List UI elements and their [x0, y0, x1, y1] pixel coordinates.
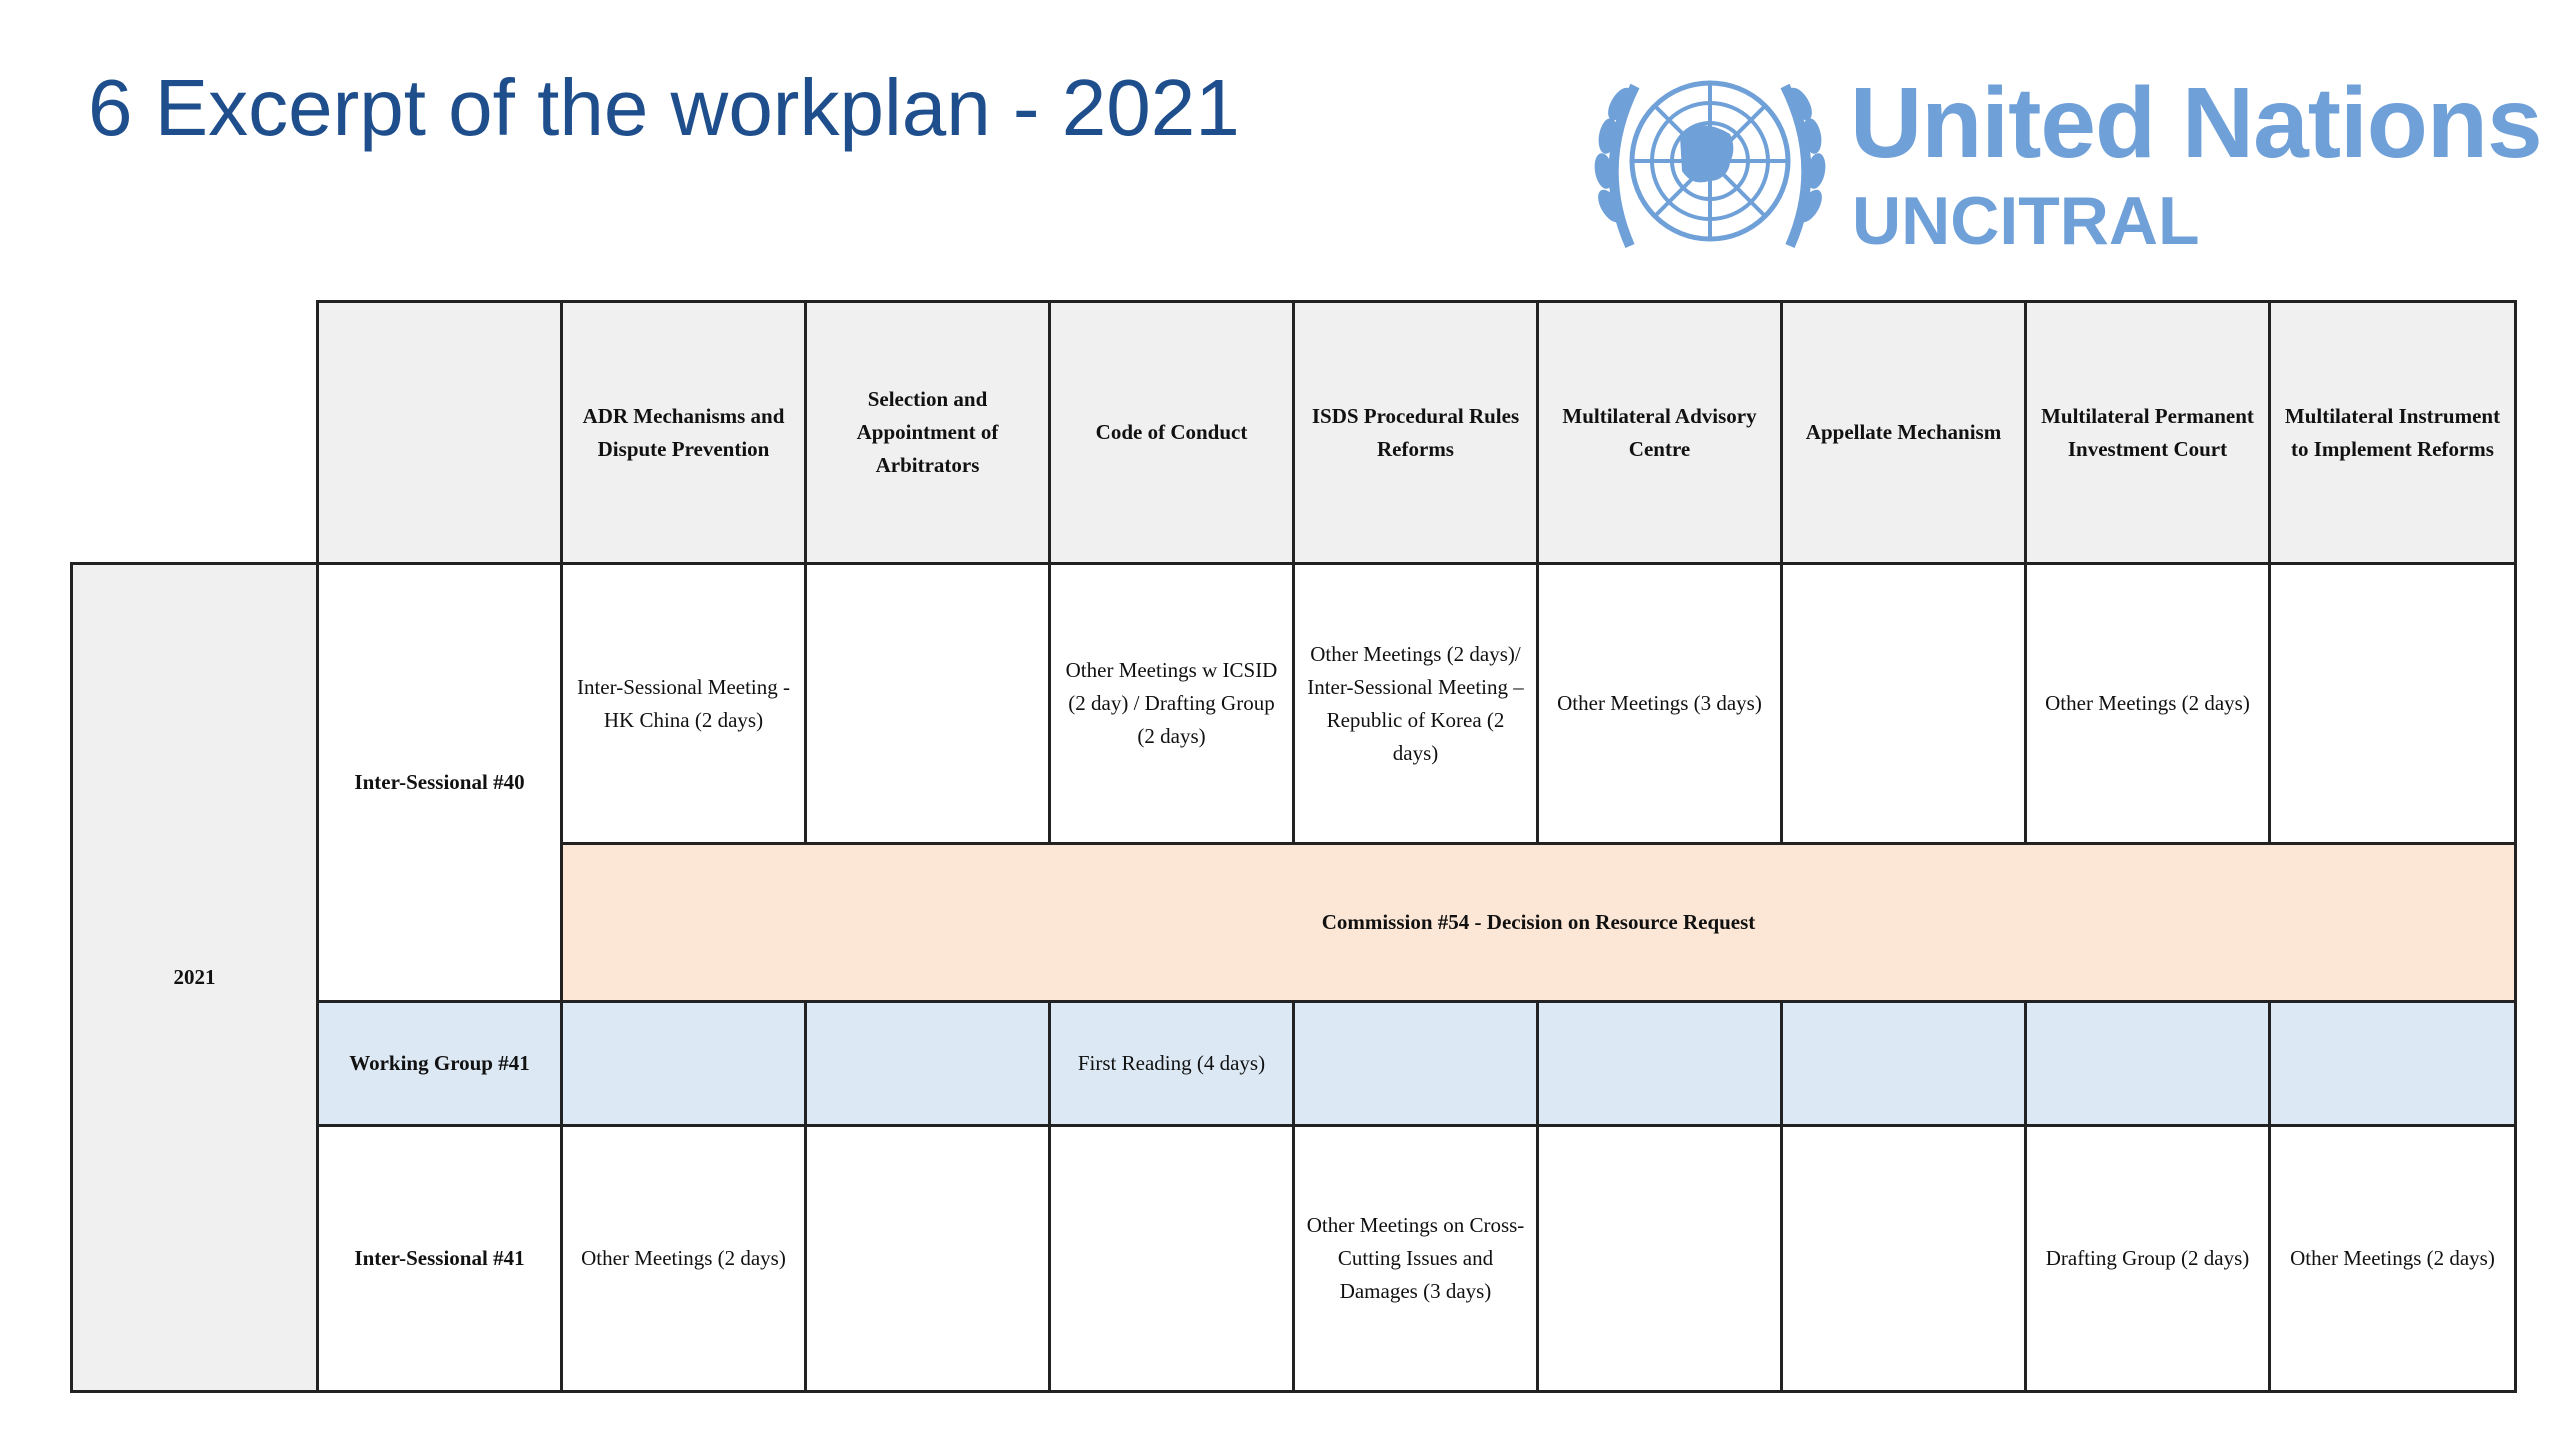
slide-title: 6 Excerpt of the workplan - 2021: [88, 63, 1240, 152]
commission-banner: Commission #54 - Decision on Resource Request: [562, 844, 2516, 1002]
table-cell: Other Meetings (2 days): [2026, 564, 2270, 844]
un-emblem-icon: [1590, 56, 1830, 266]
table-cell: [806, 1002, 1050, 1126]
table-cell: [2270, 1002, 2516, 1126]
table-cell: [1538, 1002, 1782, 1126]
table-cell: [1538, 1126, 1782, 1392]
column-header-isds-rules: ISDS Procedural Rules Reforms: [1294, 302, 1538, 564]
column-header-appellate: Appellate Mechanism: [1782, 302, 2026, 564]
working-group-row: [72, 1002, 2516, 1126]
un-name-text: United Nations: [1850, 67, 2542, 179]
table-cell: [1050, 1126, 1294, 1392]
table-cell: Other Meetings w ICSID (2 day) / Drafting Group (2 days): [1050, 564, 1294, 844]
table-cell: [1782, 564, 2026, 844]
table-cell: Other Meetings (2 days)/ Inter-Sessional Meeting – Republic of Korea (2 days): [1294, 564, 1538, 844]
table-cell: [1782, 1002, 2026, 1126]
table-cell: [562, 1002, 806, 1126]
table-cell: Drafting Group (2 days): [2026, 1126, 2270, 1392]
workplan-table: [70, 300, 2517, 1393]
table-row: [72, 1126, 2516, 1392]
table-cell: [1294, 1002, 1538, 1126]
table-cell: Other Meetings (2 days): [2270, 1126, 2516, 1392]
table-row: [72, 564, 2516, 844]
uncitral-text: UNCITRAL: [1852, 183, 2200, 259]
table-cell: [806, 564, 1050, 844]
year-cell: 2021: [72, 564, 318, 1392]
header-empty-cell: [318, 302, 562, 564]
table-cell: [806, 1126, 1050, 1392]
column-header-investment-court: Multilateral Permanent Investment Court: [2026, 302, 2270, 564]
column-header-code-of-conduct: Code of Conduct: [1050, 302, 1294, 564]
table-cell: First Reading (4 days): [1050, 1002, 1294, 1126]
header-row: [72, 302, 2516, 564]
table-cell: [2270, 564, 2516, 844]
column-header-adr: ADR Mechanisms and Dispute Prevention: [562, 302, 806, 564]
column-header-advisory-centre: Multilateral Advisory Centre: [1538, 302, 1782, 564]
row-label-intersessional-40: Inter-Sessional #40: [318, 564, 562, 1002]
table-cell: [1782, 1126, 2026, 1392]
table-cell: Inter-Sessional Meeting - HK China (2 days): [562, 564, 806, 844]
row-label-intersessional-41: Inter-Sessional #41: [318, 1126, 562, 1392]
column-header-selection: Selection and Appointment of Arbitrators: [806, 302, 1050, 564]
table-cell: Other Meetings (2 days): [562, 1126, 806, 1392]
table-cell: Other Meetings on Cross-Cutting Issues and Damages (3 days): [1294, 1126, 1538, 1392]
table-cell: Other Meetings (3 days): [1538, 564, 1782, 844]
un-logo: [1590, 56, 2542, 266]
table-cell: [2026, 1002, 2270, 1126]
blank-corner: [72, 302, 318, 564]
column-header-multilateral-instrument: Multilateral Instrument to Implement Reforms: [2270, 302, 2516, 564]
row-label-working-group-41: Working Group #41: [318, 1002, 562, 1126]
